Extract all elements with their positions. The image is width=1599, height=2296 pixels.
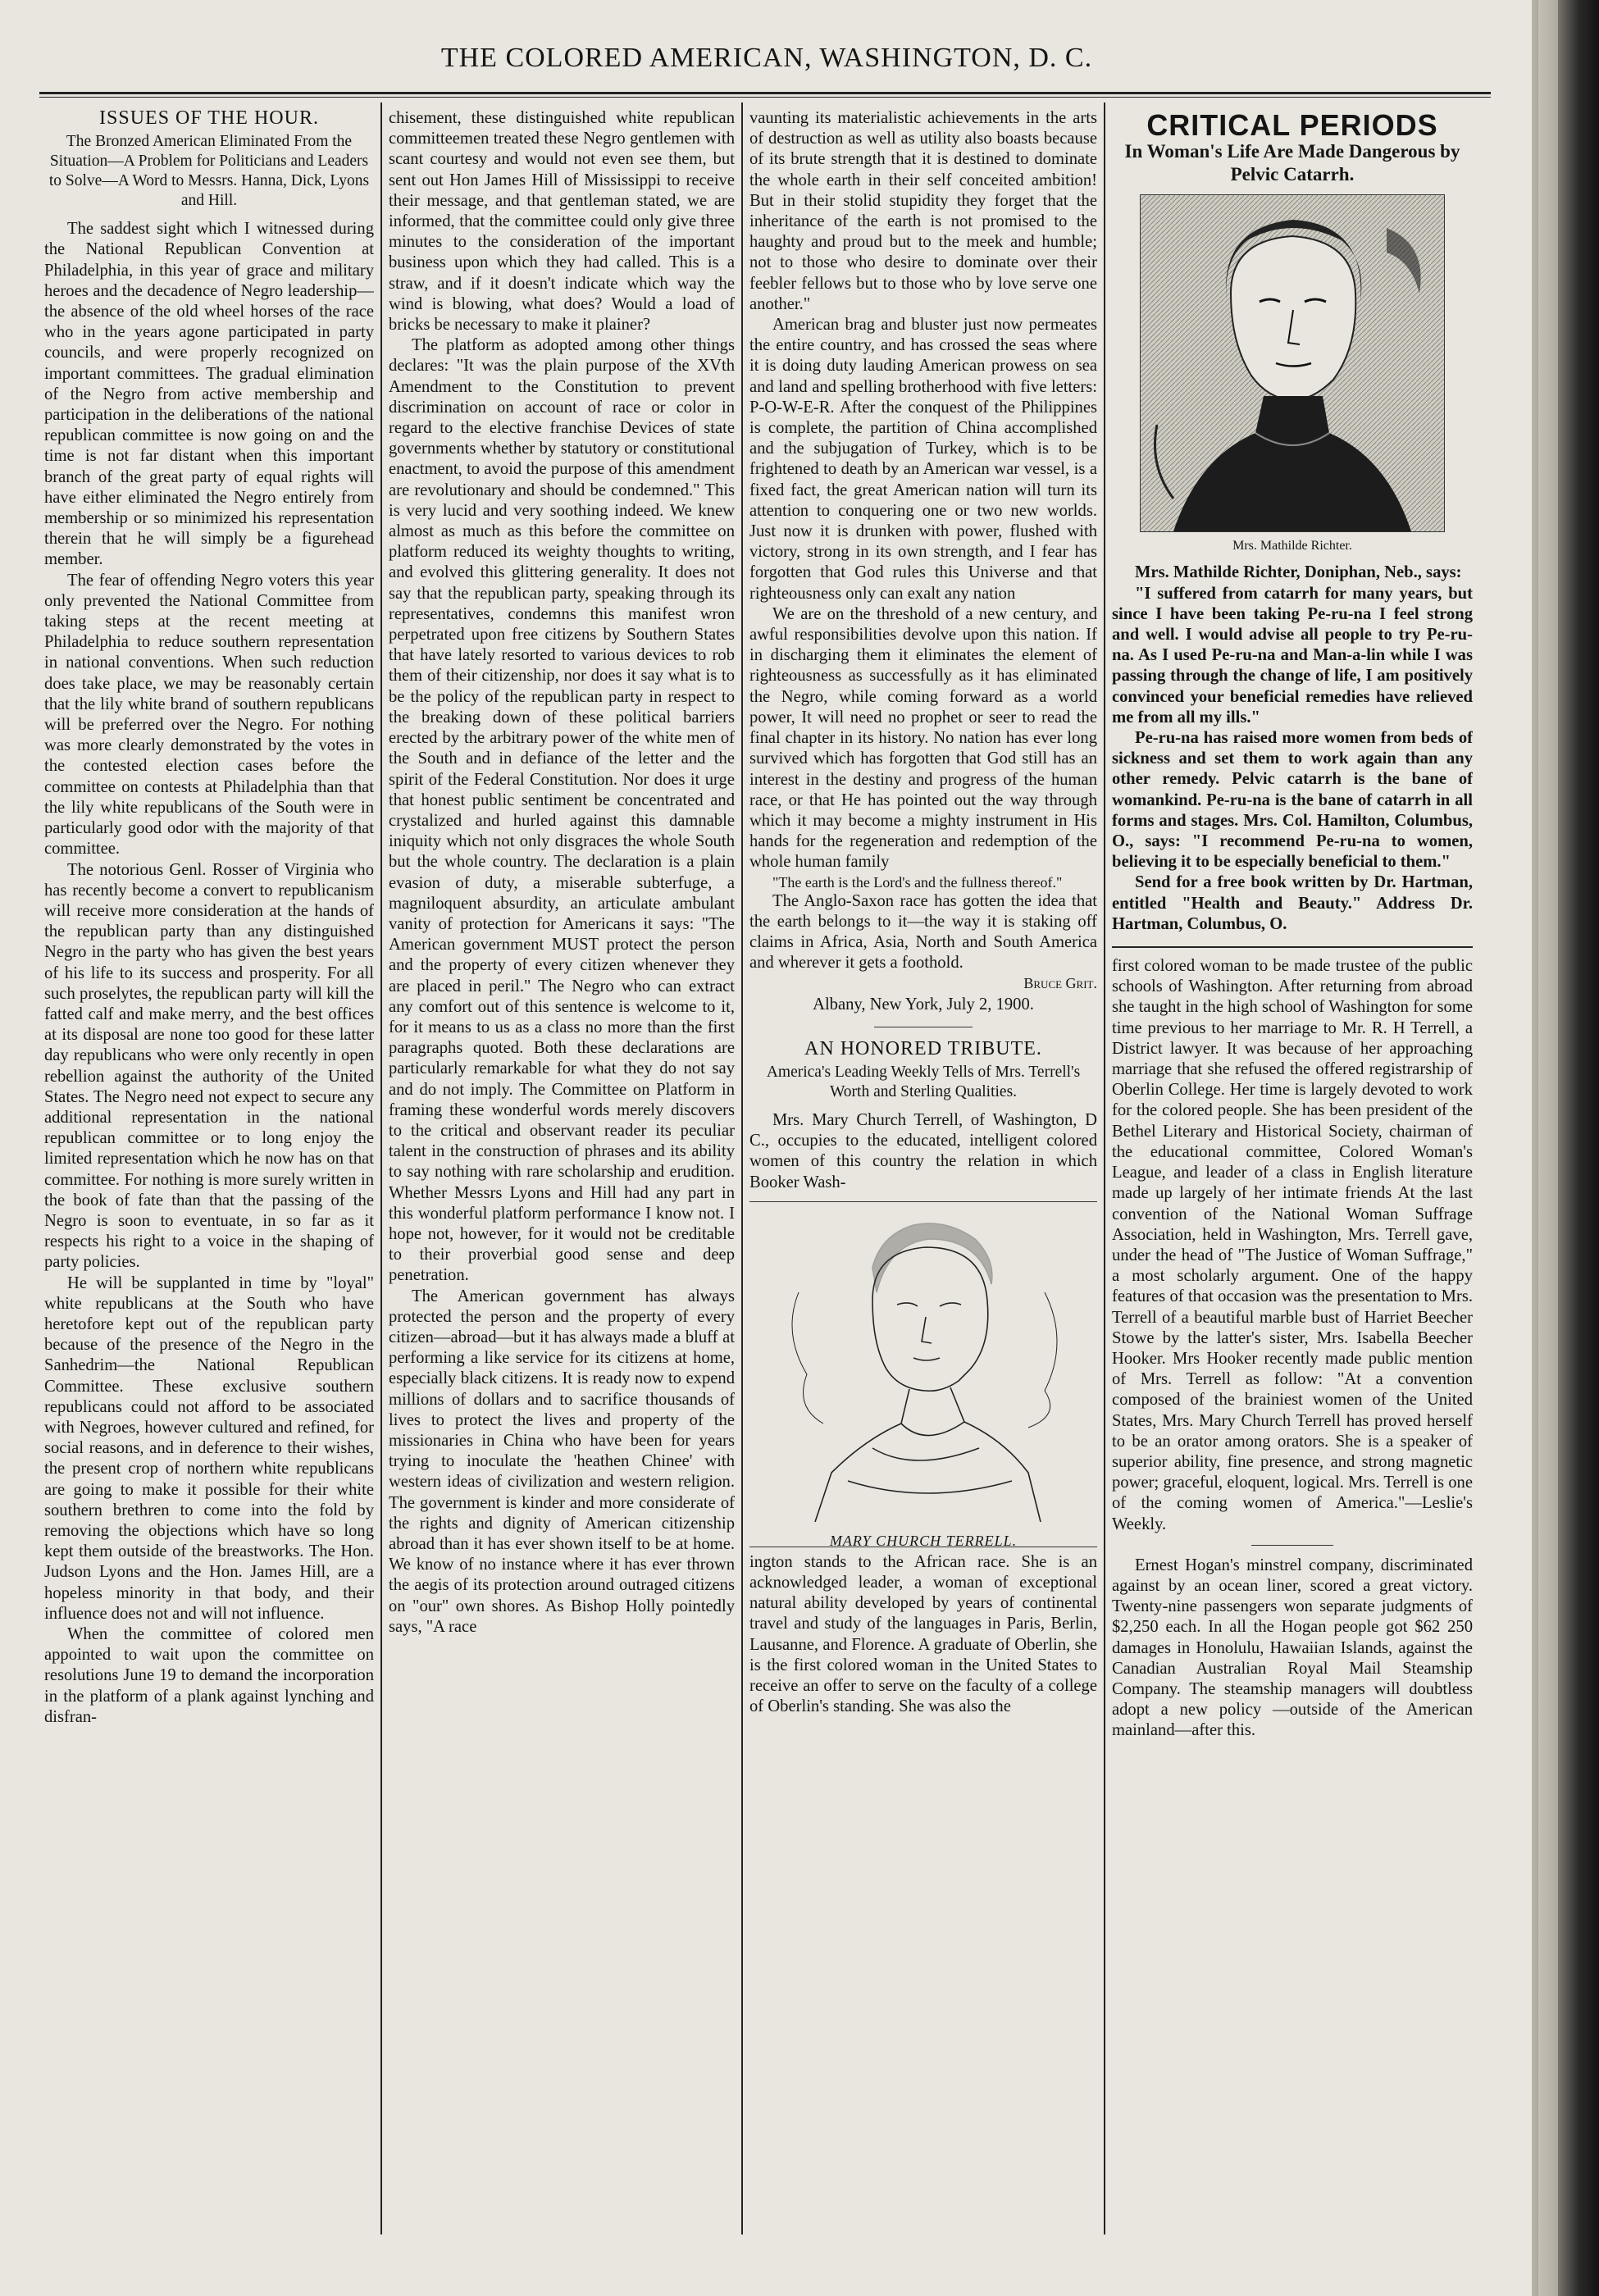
paragraph: He will be supplanted in time by "loyal" white republicans at the South who have heretofore kept out of the republican party because of the presence of the Negro in the Sanhedrim—the National Republican Committee. These exclusive southern republicans could not afford to be associated with Negroes, however cultured and refined, for social reasons, and in deference to their wishes, the present crop of northern white republicans are going to make it possible for their white southern brethren to come into the fold by removing the objections which have so long kept them outside of the breastworks. The Hon. Judson Lyons and the Hon. James Hill, are a hopeless minority in that body, and their influence does not and will not influence.	[44, 1273, 374, 1623]
paragraph: Send for a free book written by Dr. Hartman, entitled "Health and Beauty." Address Dr. Hartman, Columbus, O.	[1112, 873, 1473, 933]
page-edge	[1532, 0, 1599, 2296]
ad-title: CRITICAL PERIODS	[1146, 108, 1438, 142]
paragraph: Mrs. Mathilde Richter, Doniphan, Neb., says:	[1135, 563, 1462, 582]
portrait-caption: MARY CHURCH TERRELL.	[829, 1532, 1018, 1549]
paragraph: American brag and bluster just now permeates the entire country, and has crossed the seas where it is doing duty lauding American prowess on sea and land and spelling brotherhood with five letters: P-O-W-E-R. After the conquest of the Philippines is complete, the partition of China accomplished and the subjugation of Turkey, which is to be frightened to death by an American war vessel, is a fixed fact, the great American nation will turn its attention to conquering one or two new worlds. Just now it is drunken with power, flushed with victory, strong in its own strength, and I fear has forgotten that God rules this Universe and that righteousness only can exalt any nation	[749, 316, 1097, 603]
paragraph: vaunting its materialistic achievements in the arts of destruction as well as utility also boasts because of its brute strength that it is destined to dominate the whole earth in their self conceited ambition! But in their stolid stupidity they forget that the inheritance of the earth is not promised to the haughty and proud but to the meek and humble; not to those who desire to dominate over their feebler fellows but to those who by love serve one another."	[749, 109, 1097, 313]
masthead: THE COLORED AMERICAN, WASHINGTON, D. C.	[440, 43, 1093, 73]
signature: Bruce Grit.	[1023, 975, 1097, 992]
paragraph: Mrs. Mary Church Terrell, of Washington, D C., occupies to the educated, intelligent colored women of this country the relation in which Booker Wash-	[749, 1110, 1097, 1191]
paragraph: The fear of offending Negro voters this year only prevented the National Committee from taking steps at the recent meeting at Philadelphia to reduce southern representation in national conventions. When such reduction does take place, we may be reasonably certain that the lily white brand of southern republicans will be preferred over the Negro. For nothing was more clearly demonstrated by the votes in the contested election cases before the committee on contests at Philadelphia than that the lily white republicans of the South were in particularly good odor with the majority of that committee.	[44, 571, 374, 859]
paragraph: Pe-ru-na has raised more women from beds of sickness and set them to work again than any other remedy. Pelvic catarrh is the bane of womankind. Pe-ru-na is the bane of catarrh in all forms and stages. Mrs. Col. Hamilton, Columbus, O., says: "I recommend Pe-ru-na to women, believing it to be especially beneficial to them."	[1112, 729, 1473, 872]
ad-body	[1112, 563, 1473, 935]
paragraph: The American government has always protected the person and the property of every citizen—abroad—but it has always made a bluff at performing a like service for its citizens at home, especially black citizens. It is ready now to expend millions of dollars and to sacrifice thousands of lives to protect the lives and property of the missionaries in China who have been for years trying to inoculate the 'heathen Chinee' with western ideas of civilization and western religion. The government is kinder and more considerate of the rights and dignity of American citizenship abroad than it has ever shown itself to be at home. We know of no instance where it has ever thrown the aegis of its protection around outraged citizens on "our" own shores. As Bishop Holly pointedly says, "A race	[389, 1287, 735, 1636]
tribute-deck: America's Leading Weekly Tells of Mrs. Terrell's Worth and Sterling Qualities.	[766, 1063, 1081, 1100]
paragraph: When the committee of colored men appointed to wait upon the committee on resolutions June 19 to demand the incorporation in the platform of a plank against lynching and disfran-	[44, 1625, 374, 1726]
top-rule	[39, 92, 1491, 94]
column-2	[389, 108, 735, 2257]
column-3	[749, 108, 1097, 2257]
terrell-portrait	[749, 1201, 1097, 1547]
top-rule-thin	[39, 97, 1491, 98]
woman-portrait-engraving-icon	[749, 1202, 1097, 1522]
woman-portrait-icon	[1141, 195, 1444, 531]
headline-honored-tribute: AN HONORED TRIBUTE.	[804, 1037, 1042, 1059]
paragraph: first colored woman to be made trustee of the public schools of Washington. After returning from abroad she taught in the high school of Washington for some time previous to her marriage to Mr. R. H Terrell, a District lawyer. It was because of her approaching marriage that she refused the offered registrarship of Oberlin College. Her time is largely devoted to work for the colored people. She has been president of the Bethel Literary and Historical Society, chairman of the educational committee, Colored Woman's League, and leader of a class in English literature made up largely of her intimate friends At the last convention of the National Woman Suffrage Association, held in Washington, Mrs. Terrell gave, under the head of "The Justice of Woman Suffrage," a most scholarly argument. One of the happy features of that occasion was the presentation to Mrs. Terrell of a beautiful marble bust of Harriet Beecher Stowe by the latter's sister, Mrs. Isabella Beecher Hooker. Mrs Hooker recently made public mention of Mrs. Terrell as follow: "At a convention composed of the brainiest women of the United States, Mrs. Mary Church Terrell has proved herself to be an orator among orators. She is a speaker of superior ability, fine presence, and strong magnetic power; graceful, eloquent, logical. Mrs. Terrell is one of the coming women of America."—Leslie's Weekly.	[1112, 957, 1473, 1533]
article-deck: The Bronzed American Eliminated From the Situation—A Problem for Politicians and Leaders to Solve—A Word to Messrs. Hanna, Dick, Lyons and Hill.	[48, 133, 370, 210]
scripture-quote: "The earth is the Lord's and the fullness thereof."	[772, 873, 1063, 891]
column-1	[44, 108, 374, 2257]
headline-issues-of-the-hour: ISSUES OF THE HOUR.	[99, 108, 319, 129]
column-divider-3	[1104, 102, 1105, 2234]
column-4	[1112, 108, 1473, 2257]
paragraph: The Anglo-Saxon race has gotten the idea that the earth belongs to it—the way it is staking off claims in Africa, Asia, North and South America and wherever it gets a foothold.	[749, 891, 1097, 973]
ad-subtitle: In Woman's Life Are Made Dangerous by Pelvic Catarrh.	[1124, 141, 1460, 185]
section-divider	[1251, 1545, 1333, 1546]
paragraph: ington stands to the African race. She is an acknowledged leader, a woman of exceptional natural ability developed by years of continental travel and study of the languages in Paris, Berlin, Lausanne, and Florence. A graduate of Oberlin, she is the first colored woman in the United States to receive an offer to serve on the faculty of a college of Oberlin's standing. She was also the	[749, 1552, 1097, 1716]
paragraph: We are on the threshold of a new century, and awful responsibilities devolve upon this nation. If in discharging them it eliminates the element of righteousness as successfully as it has eliminated the Negro, while coming forward as a world power, It will need no prophet or seer to read the final chapter in its history. No nation has ever long survived which has forgotten that God still has an interest in the destiny and progress of the human race, or that He has pointed out the way through which it may become a mighty instrument in His hands for the regeneration and redemption of the whole human family	[749, 604, 1097, 872]
paragraph: Ernest Hogan's minstrel company, discriminated against by an ocean liner, scored a great victory. Twenty-nine passengers won separate judgments of $2,250 each. In all the Hogan people got $62 250 damages in Honolulu, Hawaiian Islands, against the Canadian Australian Royal Mail Steamship Company. The steamship managers will doubtless adopt a new policy —outside of the American mainland—after this.	[1112, 1556, 1473, 1740]
paragraph: The notorious Genl. Rosser of Virginia who has recently become a convert to republicanism will receive more consideration at the hands of the republican party than any distinguished Negro in the party who has given the best years of his life to its success and prosperity. For all such proselytes, the republican party will kill the fatted calf and make merry, and the best offices at its disposal are none too good for these latter day republicans who were only recently in open rebellion against the authority of the United States. The Negro need not expect to secure any additional representation in the national republican committee or to long enjoy the limited representation which he now has on that committee. For nothing is more surely written in the book of fate than that the passing of the Negro is soon to eventuate, in so far as it respects his right to a voice in the shaping of party policies.	[44, 860, 374, 1272]
paragraph: The saddest sight which I witnessed during the National Republican Convention at Philadelphia, in this year of grace and military heroes and the decadence of Negro leadership—the absence of the old wheel horses of the race who in the years agone participated in party councils, and were properly recognized on important committees. The gradual elimination of the Negro from active membership and participation in the deliberations of the national republican committee is now going on and the time is not far distant when this important branch of the great party of equal rights will have either eliminated the Negro entirely from membership or so minimized his representation therein that he will simply be a figurehead member.	[44, 220, 374, 569]
section-divider	[1112, 946, 1473, 948]
richter-portrait	[1140, 194, 1445, 532]
paragraph: chisement, these distinguished white republican committeemen treated these Negro gentlemen with scant courtesy and would not even see them, but sent out Hon James Hill of Mississippi to receive their message, and that gentleman stated, we are informed, that the committee could only give three minutes to the consideration of the important business upon which they had called. This is a straw, and if it doesn't indicate which way the wind is blowing, what does? Would a load of bricks be necessary to make it plainer?	[389, 109, 735, 335]
dateline: Albany, New York, July 2, 1900.	[813, 995, 1034, 1014]
paragraph: The platform as adopted among other things declares: "It was the plain purpose of the XVth Amendment to the Constitution to prevent discrimination on account of race or color in regard to the elective franchise Devices of state governments whether by statutory or constitutional enactment, to avoid the purpose of this amendment are revolutionary and should be condemned." This is very lucid and very soothing indeed. We knew almost as much as this before the committee on platform reduced its weighty thoughts to writing, and evolved this glittering generality. It does not say that the republican party, speaking through its representatives, condemns this manifest wron perpetrated upon free citizens by Southern States that have lately resorted to various devices to rob them of their citizenship, nor does it say what is to be the policy of the republican party in respect to the breaking down of these political barriers erected by the arbitrary power of the white men of the South and in defiance of the letter and the spirit of the Federal Constitution. Nor does it urge that honest public sentiment be concentrated and crystalized and hurled against this damnable iniquity which not only disgraces the whole South but the whole country. The declaration is a plain evasion of duty, a miserable subterfuge, a magniloquent absurdity, an articulate ambulant vanity of protection for Americans it says: "The American government MUST protect the person and the property of every citizen whenever they are placed in peril." The Negro who can extract any comfort out of this sentence is welcome to it, for it means to us as a class no more than the first paragraphs quoted. Both these declarations are particularly remarkable for what they do not say and do not imply. The Committee on Platform in framing these wonderful words merely discovers to the critical and observant reader its peculiar talent in the construction of phrases and its ability to say nothing with rare scholarship and erudition. Whether Messrs Lyons and Hill had any part in this wonderful platform performance I know not. I hope not, however, for it would not be creditable to their proverbial good sense and deep penetration.	[389, 336, 735, 1285]
column-divider-1	[380, 102, 382, 2234]
paragraph: "I suffered from catarrh for many years, but since I have been taking Pe-ru-na I feel strong and well. I would advise all people to try Pe-ru-na. As I used Pe-ru-na and Man-a-lin while I was passing through the change of life, I am positively convinced your beneficial remedies have relieved me from all my ills."	[1112, 584, 1473, 727]
ad-portrait-caption: Mrs. Mathilde Richter.	[1232, 539, 1352, 554]
column-divider-2	[741, 102, 743, 2234]
